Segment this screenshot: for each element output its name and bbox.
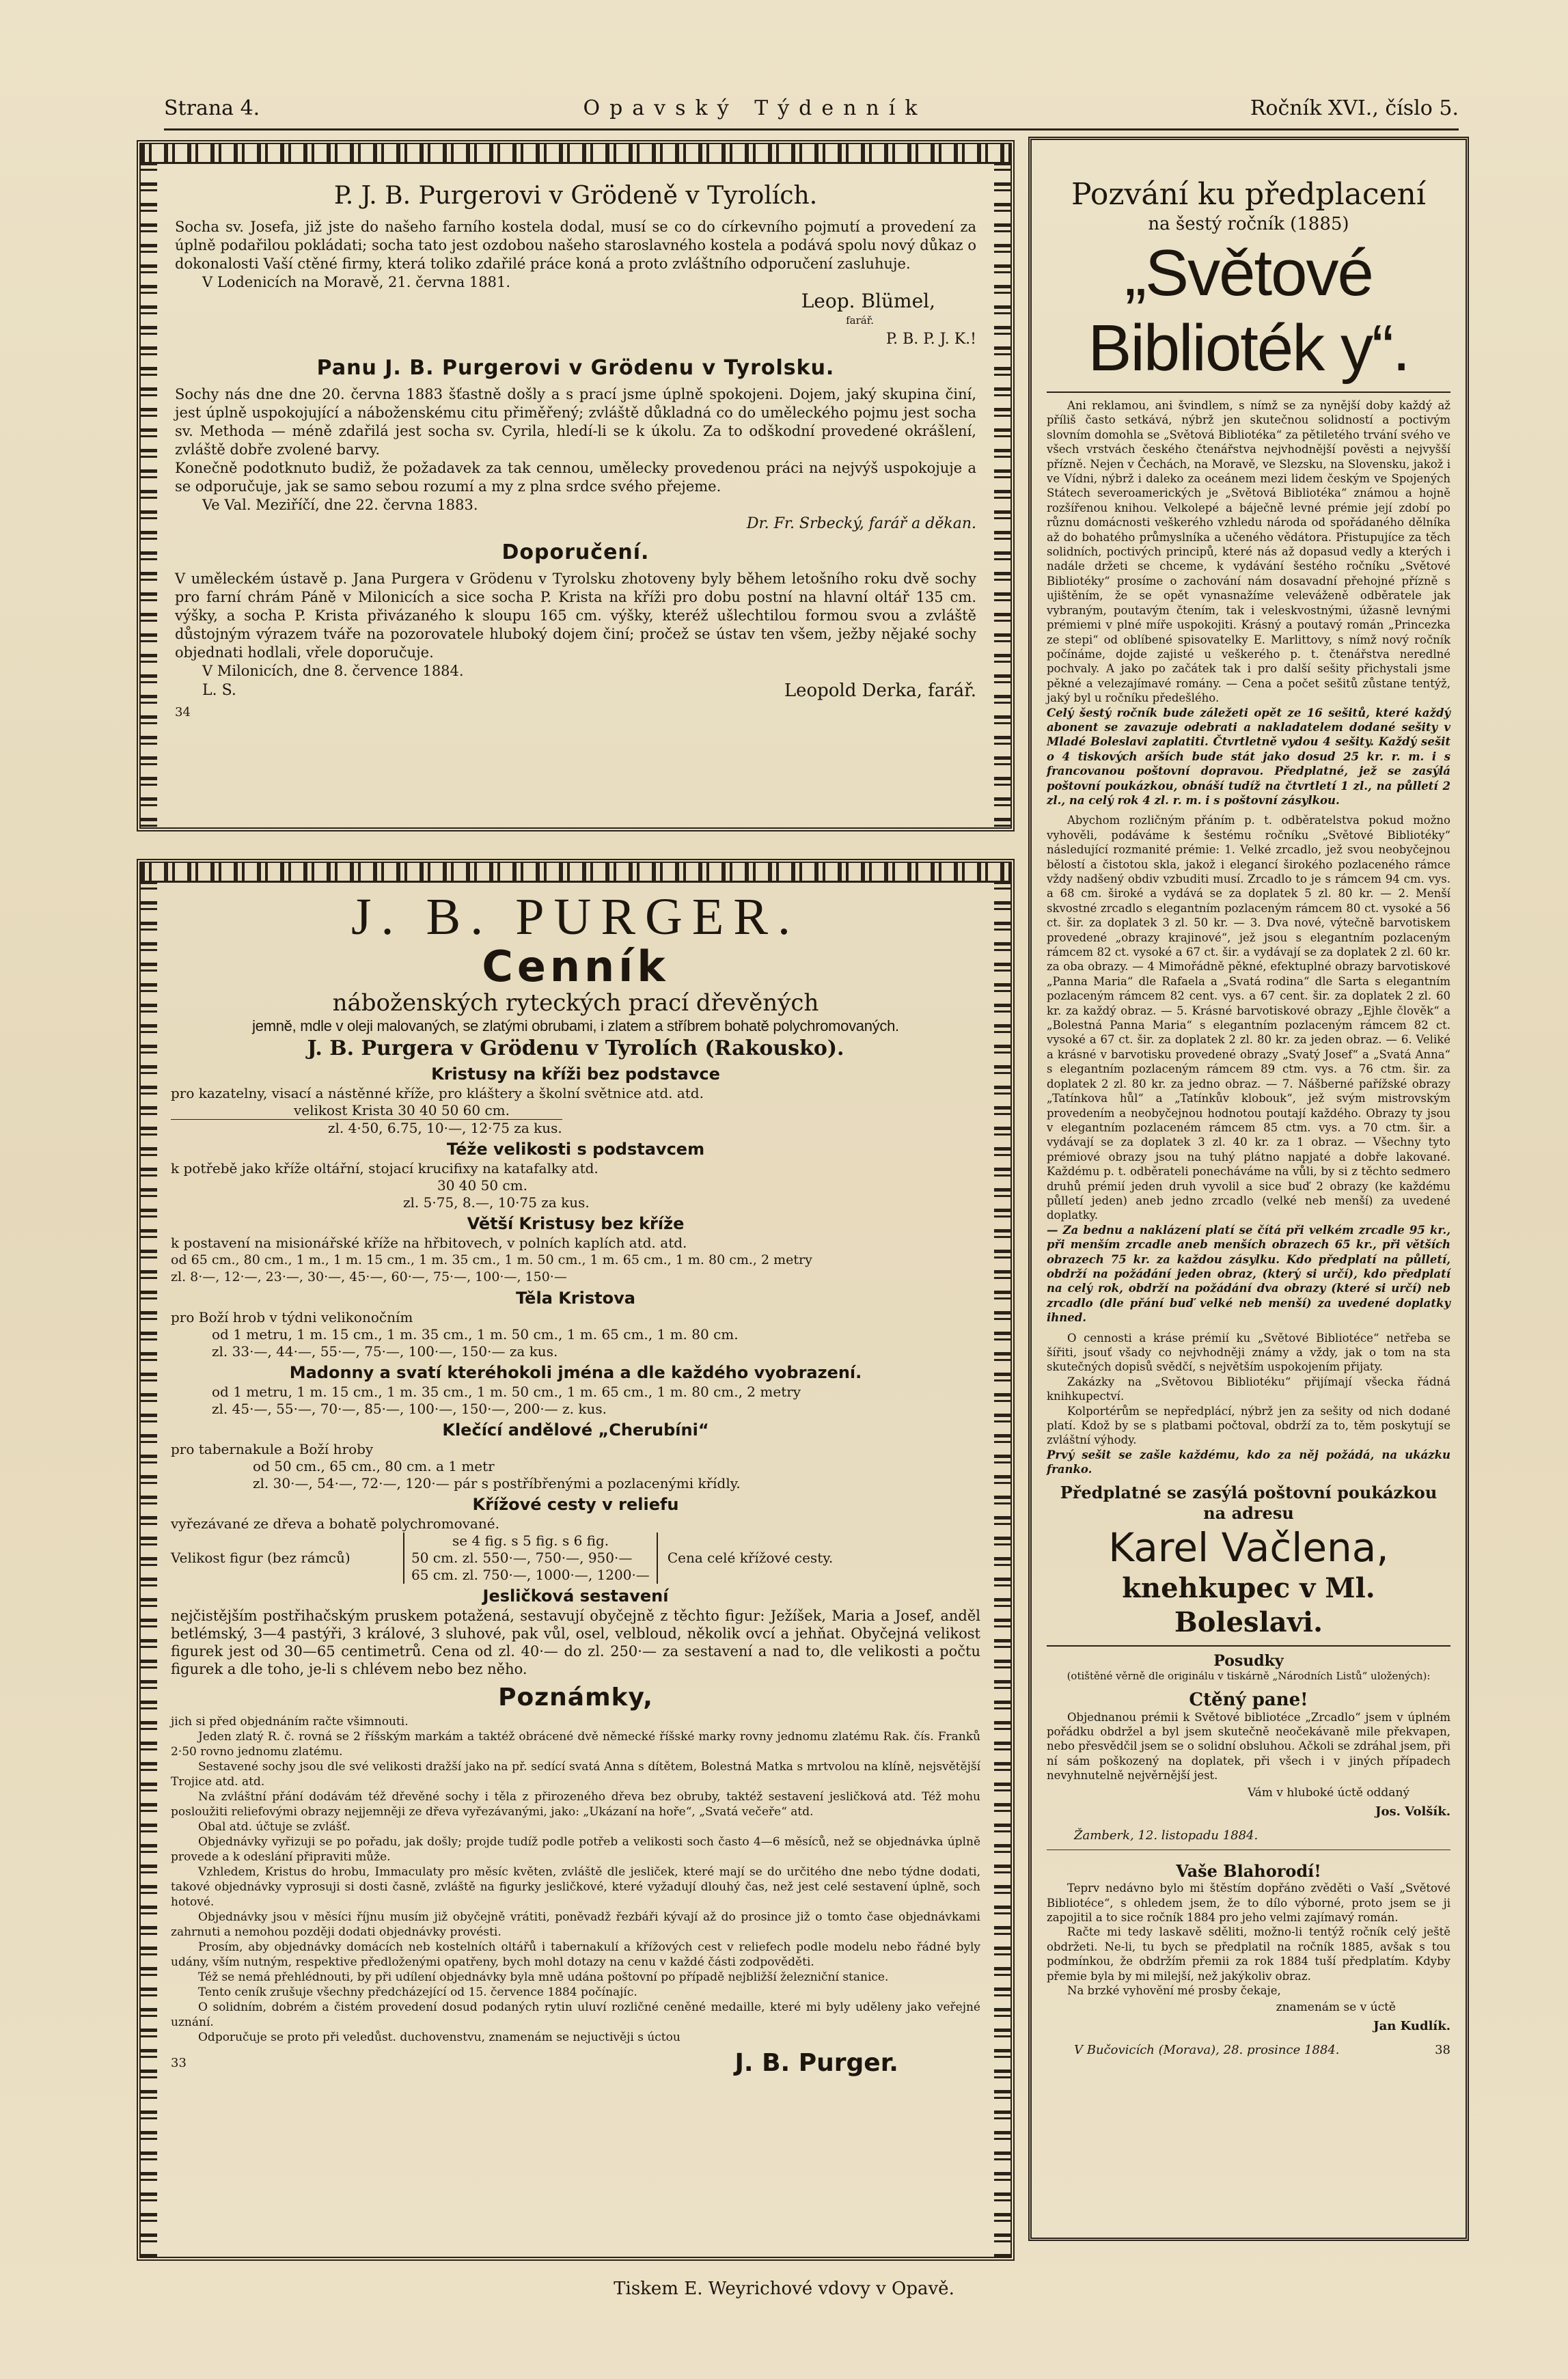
testimonial-letter-2b: Konečně podotknuto budiž, že požadavek za tak cennou, umělecky provedenou práci na nejvýš uspokojuje a se odporučuje, jak se samo sebou rozumí a my z plna srdce svého přejeme. bbox=[175, 460, 976, 495]
price-list-box bbox=[137, 859, 1015, 2261]
testimonial-sign-1: Leop. Blümel, bbox=[801, 290, 935, 312]
ad-number: 33 bbox=[171, 2056, 187, 2070]
testimonial-sign-2: Dr. Fr. Srbecký, farář a děkan. bbox=[746, 515, 976, 532]
section-title: Madonny a svatí kteréhokoli jména a dle každého vyobrazení. bbox=[289, 1363, 862, 1382]
section-sizes: velikost Krista 30 40 50 60 cm. bbox=[294, 1102, 510, 1118]
note: Vzhledem, Kristus do hrobu, Immaculaty pro měsíc květen, zvláště dle jesliček, které mají se do určitého dne nebo týdne dodati, takové objednávky vyprosuji si dosti časně, zvláště na figurky jesličkové, které vyžadují dlouhý čas, než jest celé sestavení úplně, soch hotové. bbox=[171, 1865, 980, 1909]
testimonial-sign-1-role: farář. bbox=[846, 314, 874, 327]
review-2-title: Vaše Blahorodí! bbox=[1176, 1861, 1321, 1882]
subscription-box bbox=[1028, 137, 1469, 2241]
note: Též se nemá přehlédnouti, by při udílení objednávky byla mně udána poštovní po případě nejbližší železniční stanice. bbox=[198, 1970, 889, 1984]
intro-paragraph: Ani reklamou, ani švindlem, s nímž se za nynější doby každý až příliš často setkává, nýbrž jen skutečnou solidností a poctivým slovním domohla se „Světová Bibliotéka“ za pětiletého trvání svého ve všech vrstvách českého čtenářstva nejvhodnější pověsti a nejvyšší přízně. Nejen v Čechách, na Moravě, ve Slezsku, na Slovensku, jakož i ve Vídni, nýbrž i daleko za oceánem mezi lidem českým ve Spojených Státech severoamerických je „Světová Bibliotéka“ známou a hojně rozšířenou knihou. Velkolepé a báječně levné prémie její zdobí po různu domácnosti veškerého vzhledu národa od spořádaného dělníka až do bohatého průmyslníka a učeného vědátora. Přistupujíce za těch solidních, poctivých principů, které nás až dopasud vedly a kterých i nadále držeti se chceme, k vydávání šestého ročníku „Světové Bibliotéky“ prosíme o zachování nám dosavadní přehojné přízně s ujištěním, že se opět vynasnažíme veleváženě odběratele jak vybraným, poutavým čtením, tak i veleskvostnými, úžasně levnými prémiemi v plné míře uspokojiti. Krásný a poutavý román „Princezka ze stepi“ od oblíbené spisovatelky E. Marlittovy, s nímž nový ročník počínáme, dojde zajisté u veškerého p. t. čtenářstva neredlné pochvaly. A jako po začátek tak i pro další sešity přichystali jsme pěkné a velezajímavé romány. — Cena a počet sešitů zůstane tentýž, jaký byl u ročníku předešlého. bbox=[1047, 399, 1450, 705]
publisher-name: Karel Vačlena, bbox=[1108, 1524, 1389, 1571]
page-label: Strana 4. bbox=[164, 96, 260, 120]
section-text: k postavení na misionářské kříže na hřbitovech, v polních kaplích atd. atd. bbox=[171, 1235, 687, 1251]
paragraph: O cennosti a kráse prémií ku „Světové Bibliotéce“ netřeba se šířiti, jsouť všady co nejvhodněji známy a vždy, jak o tom na sta skutečných dopisů svědčí, s největším uspokojením přijaty. bbox=[1047, 1331, 1450, 1374]
testimonial-title: P. J. B. Purgerovi v Grödeně v Tyrolích. bbox=[333, 182, 818, 210]
ornament-border bbox=[141, 863, 1010, 883]
premiums-terms: — Za bednu a naklázení platí se čítá při velkém zrcadle 95 kr., při menším zrcadle aneb menších obrazech 65 kr., při větších obrazech 75 kr. za každou zásylku. Kdo předplatí na půlletí, obdrží na požádání jeden obraz, (který si určí), kdo předplatí na celý rok, obdrží na požádání dva obrazy (které si určí) neb zrcadlo (dle přání buď velké neb menší) za uvedené doplatky ihned. bbox=[1047, 1223, 1450, 1325]
review-1-text: Objednanou prémii k Světové bibliotéce „Zrcadlo“ jsem v úplném pořádku obdržel a byl jsem skutečně neočekávaně mile překvapen, nebo přesvědčil jsem se o solidní obsluhou. Ačkoli se zdráhal jsem, při ní sám poškozený na doplatek, při všech i v jiných případech nevyhnutelně nejvěrnější jest. bbox=[1047, 1710, 1450, 1783]
note: Prosím, aby objednávky domácích neb kostelních oltářů i tabernakulí a křížových cest v reliefech podle modelu nebo řádné byly udány, vším nutným, respektive předloženými opatřeny, bych mohl dotazy na cenu v každé části zodpověděti. bbox=[171, 1940, 980, 1969]
note: jich si před objednáním račte všimnouti. bbox=[171, 1715, 409, 1729]
note: O solidním, dobrém a čistém provedení dosud podaných rytin uluví rozličné ceněné medaille, které mi byly uděleny jako veřejné uznání. bbox=[171, 2000, 980, 2029]
note: Na zvláštní přání dodávám též dřevěné sochy i těla z přirozeného dřeva bez obruby, taktéž sestavení jesličková atd. Též mohu posloužiti reliefovými obrazy nejjemněji ze dřeva vyřezávanými, jako: „Ukázaní na hoře“, „Svatá večeře“ atd. bbox=[171, 1790, 980, 1819]
stations-label: Velikost figur (bez rámců) bbox=[171, 1550, 350, 1566]
library-title: „Světové Biblioték y“. bbox=[1088, 236, 1409, 385]
paragraph: Zakázky na „Světovou Bibliotéku“ přijímají všecka řádná knihkupectví. bbox=[1047, 1375, 1450, 1403]
section-title: Křížové cesty v reliefu bbox=[472, 1495, 679, 1514]
reviews-subheading: (otištěné věrně dle originálu v tiskárně „Národních Listů“ uložených): bbox=[1067, 1669, 1431, 1682]
section-sizes: od 65 cm., 80 cm., 1 m., 1 m. 15 cm., 1 m. 35 cm., 1 m. 50 cm., 1 m. 65 cm., 1 m. 80 cm., 2 metry bbox=[171, 1252, 812, 1267]
ornament-border bbox=[141, 144, 1010, 164]
paragraph: Kolportérům se nepředplácí, nýbrž jen za sešity od nich dodané platí. Kdož by se s platbami počtoval, obdrží za to, těm poskytují se zvláštní výhody. bbox=[1047, 1404, 1450, 1447]
printer-imprint: Tiskem E. Weyrichové vdovy v Opavě. bbox=[614, 2279, 954, 2299]
review-2-place: V Bučovicích (Morava), 28. prosince 1884. bbox=[1074, 2043, 1340, 2058]
section-title: Větší Kristusy bez kříže bbox=[467, 1214, 685, 1233]
testimonial-place-1: V Lodenicích na Moravě, 21. června 1881. bbox=[202, 274, 511, 290]
subscription-heading: Pozvání ku předplacení bbox=[1071, 177, 1426, 212]
paper-title: Opavský Týdenník bbox=[583, 96, 927, 120]
price-list-signature: J. B. Purger. bbox=[734, 2049, 898, 2077]
note: Odporučuje se proto při veledůst. duchovenstvu, znamenám se nejuctivěji s úctou bbox=[198, 2031, 680, 2044]
page-header bbox=[164, 87, 1459, 130]
premiums-paragraph: Abychom rozličným přáním p. t. odběratelstva pokud možno vyhověli, podáváme k šestému ročníku „Světové Bibliotéky“ následující rozmanité prémie: 1. Velké zrcadlo, jež svou neobyčejnou bělostí a čistotou skla, jakož i elegancí širokého pozlaceného rámce vždy nadšený obdiv vzbuditi musí. Zrcadlo to je s rámcem 94 cm. vys. a 68 cm. široké a vydává se za doplatek 5 zl. 80 kr. — 2. Menší skvostné zrcadlo s elegantním pozlaceným rámcem 80 ct. vysoké a 56 ct. šir. za doplatek 3 zl. 50 kr. — 3. Dva nové, výtečně barvotiskem provedené „obrazy krajinové“, jež jsou s elegantním pozlaceným rámcem 82 ct. vysoké a 67 ct. šir. a vydávají se za doplatek 2 zl. 60 kr. za oba obrazy. — 4 Mimořádně pěkné, efektuplné obrazy barvotiskové „Panna Maria“ dle Rafaela a „Svatá rodina“ dle Sarta s elegantním pozlaceným rámcem 82 cent. vys. a 67 cent. šir. za doplatek 2 zl. 60 kr. za každý obraz. — 5. Krásné barvotiskové obrazy „Ejhle člověk“ a „Bolestná Panna Maria“ s elegantním pozlaceným rámcem 82 ct. vysoké a 67 ct. šir. za doplatek 2 zl. 80 kr. za jeden obraz. — 6. Veliké a krásné v barvotisku provedené obrazy „Svatý Josef“ a „Svatá Anna“ s elegantním pozlaceným rámcem 89 ctm. vys. a 76 ctm. šir. za doplatek 2 zl. 80 kr. za jedno obraz. — 7. Nášberné pařížské obrazy „Tatínkova hůl“ a „Tatínkův klobouk“, jež svým mistrovským provedením a neobyčejnou hodnotou poutají každého. Obrazy ty jsou v elegantním pozlaceném rámcem 85 ctm. vys. a 70 ctm. šir. a vydávají se za doplatek 3 zl. 40 kr. za 1 obraz. — Všechny tyto prémiové obrazy jsou na tuhý plátno napjaté a dobře lakované. Každému p. t. odběrateli ponecháváme na vůli, by si z těchto sedmero druhů prémií jeden druh vyvolil a sice buď 2 obrazy (ke každému půlletí jeden) aneb jedno zrcadlo (velké neb menší) za uvedené doplatky. bbox=[1047, 814, 1450, 1222]
stations-header: se 4 fig. s 5 fig. s 6 fig. bbox=[452, 1532, 609, 1549]
testimonial-letter-2: Sochy nás dne dne 20. června 1883 šťastně došly a s prací jsme úplně spokojeni. Dojem, jaký skupina činí, jest úplně uspokojující a náboženskému citu přiměřený; zvláště důkladná co do uměleckého pojmu jest socha sv. Methoda — méně zdařilá jest socha sv. Cyrila, hledí-li se k úkolu. Za to odškodní provedené okrášlení, zvláště dobře zvolené barvy. bbox=[175, 386, 976, 458]
testimonial-box bbox=[137, 140, 1015, 831]
note: Sestavené sochy jsou dle své velikosti dražší jako na př. sedící svatá Anna s dítětem, Bolestná Matka s mrtvolou na klíně, nejsvětější Trojice atd. atd. bbox=[171, 1760, 980, 1789]
section-sizes: od 1 metru, 1 m. 15 cm., 1 m. 35 cm., 1 m. 50 cm., 1 m. 65 cm., 1 m. 80 cm., 2 metry bbox=[212, 1384, 801, 1400]
section-text: k potřebě jako kříže oltářní, stojací krucifixy na katafalky atd. bbox=[171, 1160, 599, 1177]
stations-table bbox=[171, 1532, 980, 1584]
publisher-address: knehkupec v Ml. Boleslavi. bbox=[1122, 1571, 1375, 1638]
sample-offer: Prvý sešit se zašle každému, kdo za něj požádá, na ukázku franko. bbox=[1047, 1448, 1450, 1476]
section-sizes: od 1 metru, 1 m. 15 cm., 1 m. 35 cm., 1 m. 50 cm., 1 m. 65 cm., 1 m. 80 cm. bbox=[212, 1326, 739, 1343]
review-1-place: Žamberk, 12. listopadu 1884. bbox=[1074, 1828, 1258, 1843]
note: Objednávky jsou v měsíci říjnu musím již obyčejně vrátiti, poněvadž řezbáři kývají až do prosince již o tomto čase objednávkami zahrnuti a nemohou později dodati objednávky provésti. bbox=[171, 1910, 980, 1939]
subtitle-3: J. B. Purgera v Grödenu v Tyrolích (Rakousko). bbox=[307, 1036, 844, 1060]
section-sizes: od 50 cm., 65 cm., 80 cm. a 1 metr bbox=[253, 1458, 495, 1474]
review-1-signature: Jos. Volšík. bbox=[1375, 1804, 1450, 1819]
stations-row: 65 cm. zl. 750·—, 1000·—, 1200·— bbox=[411, 1567, 650, 1583]
note: Jeden zlatý R. č. rovná se 2 říšským markám a taktéž obrácené dvě německé říšské marky rovny jednomu zlatému Rak. čís. Franků 2·50 rovno jednomu zlatému. bbox=[171, 1730, 980, 1759]
section-text: nejčistějším postřihačským pruskem potažená, sestavují obyčejně z těchto figur: Ježíšek, Maria a Josef, anděl betlémský, 3—4 pastýři, 3 králové, 3 sluhové, pak vůl, osel, velbloud, několik ovcí a jehňat. Obyčejná velikost figurek jest od 30—65 centimetrů. Cena od zl. 40·— do zl. 250·— za sestavení a nad to, dle velikosti a počtu figurek a dle toho, je-li s chlévem nebo bez něho. bbox=[171, 1608, 980, 1677]
note: Obal atd. účtuje se zvlášť. bbox=[198, 1820, 350, 1834]
review-1-title: Ctěný pane! bbox=[1189, 1689, 1308, 1710]
notes-list bbox=[171, 1714, 980, 2045]
recommendation-sign: Leopold Derka, farář. bbox=[784, 680, 976, 701]
subtitle-1: náboženských ryteckých prací dřevěných bbox=[332, 989, 819, 1017]
recommendation-letter: V uměleckém ústavě p. Jana Purgera v Grödenu v Tyrolsku zhotoveny byly během letošního roku dvě sochy pro farní chrám Páně v Milonicích a sice socha P. Krista na kříži pro dobu postní na hlavní oltář 135 cm. výšky, a socha P. Krista přivázaného k sloupu 165 cm. výšky, kteréž ušlechtilou formou svou a zvláště důstojným výrazem tváře na pozorovatele hluboký dojem činí; pročež se ústav ten všem, ježby nějaké sochy objednati hodlali, vřele doporučuje. bbox=[175, 570, 976, 661]
subtitle-2: jemně, mdle v oleji malovaných, se zlatými obrubami, i zlatem a stříbrem bohatě polychromovaných. bbox=[252, 1017, 899, 1034]
note: Tento ceník zrušuje všechny předcházející od 15. července 1884 počínajíc. bbox=[198, 1985, 637, 1999]
testimonial-letter-1: Socha sv. Josefa, již jste do našeho farního kostela dodal, musí se co do církevního pojmutí a provedení za úplně podařilou pokládati; socha tato jest ozdobou našeho staroslavného kostela a podává spolu nový důkaz o dokonalosti Vaší ctěné firmy, která toliko zdařilé práce koná a proto zvláštního odporučení zasluhuje. bbox=[175, 219, 976, 272]
note: Objednávky vyřizuji se po pořadu, jak došly; projde tudíž podle potřeb a velikosti soch často 4—6 měsíců, než se objednávka úplně provede a k odeslání připraviti může. bbox=[171, 1835, 980, 1864]
intro-terms: Celý šestý ročník bude záležeti opět ze 16 sešitů, které každý abonent se zavazuje odebrati a nakladatelem dodané sešity v Mladé Boleslavi zaplatiti. Čtvrtletně vydou 4 sešity. Každý sešit o 4 tiskových arších bude stát jako dosud 25 kr. r. m. i s francovanou poštovní dopravou. Předplatné, jež se zasýlá poštovní poukázkou, obnáší tudíž na čtvrtletí 1 zl., na půlletí 2 zl., na celý rok 4 zl. r. m. i s poštovní zásylkou. bbox=[1047, 706, 1450, 807]
brand-title: J. B. PURGER. bbox=[350, 888, 801, 946]
section-title: Klečící andělové „Cherubíni“ bbox=[442, 1420, 709, 1440]
section-prices: zl. 8·—, 12·—, 23·—, 30·—, 45·—, 60·—, 75·—, 100·—, 150·— bbox=[171, 1269, 567, 1284]
section-sizes: 30 40 50 cm. bbox=[437, 1177, 527, 1194]
section-title: Kristusy na kříži bez podstavce bbox=[431, 1064, 720, 1084]
review-2-signature: Jan Kudlík. bbox=[1373, 2019, 1450, 2034]
section-text: vyřezávané ze dřeva a bohatě polychromované. bbox=[171, 1515, 499, 1532]
section-text: pro tabernakule a Boží hroby bbox=[171, 1441, 374, 1457]
section-title: Téže velikosti s podstavcem bbox=[446, 1140, 705, 1159]
notes-title: Poznámky, bbox=[498, 1683, 653, 1711]
stations-price-note: Cena celé křížové cesty. bbox=[667, 1550, 834, 1566]
section-prices: zl. 45·—, 55·—, 70·—, 85·—, 100·—, 150·—, 200·— z. kus. bbox=[212, 1401, 607, 1417]
ad-number: 38 bbox=[1435, 2043, 1450, 2058]
stations-row: 50 cm. zl. 550·—, 750·—, 950·— bbox=[411, 1550, 633, 1566]
recommendation-signature bbox=[175, 680, 976, 701]
recommendation-place: V Milonicích, dne 8. července 1884. bbox=[202, 663, 464, 679]
reviews-heading: Posudky bbox=[1213, 1651, 1284, 1670]
payment-note: Předplatné se zasýlá poštovní poukázkou na adresu bbox=[1060, 1482, 1438, 1523]
section-text: pro Boží hrob v týdni velikonočním bbox=[171, 1309, 413, 1325]
section-prices: zl. 30·—, 54·—, 72·—, 120·— pár s postříbřenými a pozlacenými křídly. bbox=[253, 1475, 741, 1491]
section-title: Jesličková sestavení bbox=[482, 1586, 669, 1606]
ls-mark: L. S. bbox=[202, 682, 236, 699]
testimonial-title-2: Panu J. B. Purgerovi v Grödenu v Tyrolsku. bbox=[316, 356, 835, 380]
price-list-title: Cenník bbox=[482, 941, 670, 991]
review-2-text-3: Na brzké vyhovění mé prosby čekaje, bbox=[1067, 1983, 1281, 1997]
review-2-text-2: Račte mi tedy laskavě sděliti, možno-li tentýž ročník celý ještě obdržeti. Ne-li, tu bych se předplatil na ročník 1885, avšak s tou podmínkou, že obdržím přemii za rok 1884 tuší předplatím. Kdyby přemie byla by mi milejší, než jakýkoliv obraz. bbox=[1047, 1925, 1450, 1983]
review-2-text: Teprv nedávno bylo mi štěstím dopřáno zvěděti o Vaší „Světové Bibliotéce“, s ohledem jsem, že to dílo výborné, proto jsem se ji zapojitil a to sice ročník 1884 pro jeho velmi zajímavý román. bbox=[1047, 1882, 1450, 1924]
testimonial-place-2: Ve Val. Meziříčí, dne 22. června 1883. bbox=[202, 497, 478, 513]
ad-number: 34 bbox=[175, 705, 191, 719]
left-column bbox=[137, 140, 1015, 2261]
review-2-closing: znamenám se v úctě bbox=[1276, 2000, 1396, 2015]
section-prices: zl. 5·75, 8.—, 10·75 za kus. bbox=[403, 1194, 590, 1211]
section-text: pro kazatelny, visací a nástěnné kříže, pro kláštery a školní světnice atd. atd. bbox=[171, 1085, 704, 1101]
section-title: Těla Kristova bbox=[516, 1289, 635, 1308]
issue-label: Ročník XVI., číslo 5. bbox=[1250, 96, 1459, 120]
salutation: P. B. P. J. K.! bbox=[885, 331, 976, 348]
section-prices: zl. 4·50, 6.75, 10·—, 12·75 za kus. bbox=[171, 1119, 562, 1137]
subscription-subheading: na šestý ročník (1885) bbox=[1148, 214, 1349, 234]
review-1-closing: Vám v hluboké úctě oddaný bbox=[1247, 1785, 1409, 1800]
recommendation-title: Doporučení. bbox=[501, 540, 650, 564]
right-column bbox=[1028, 137, 1469, 2241]
section-prices: zl. 33·—, 44·—, 55·—, 75·—, 100·—, 150·— za kus. bbox=[212, 1343, 558, 1360]
